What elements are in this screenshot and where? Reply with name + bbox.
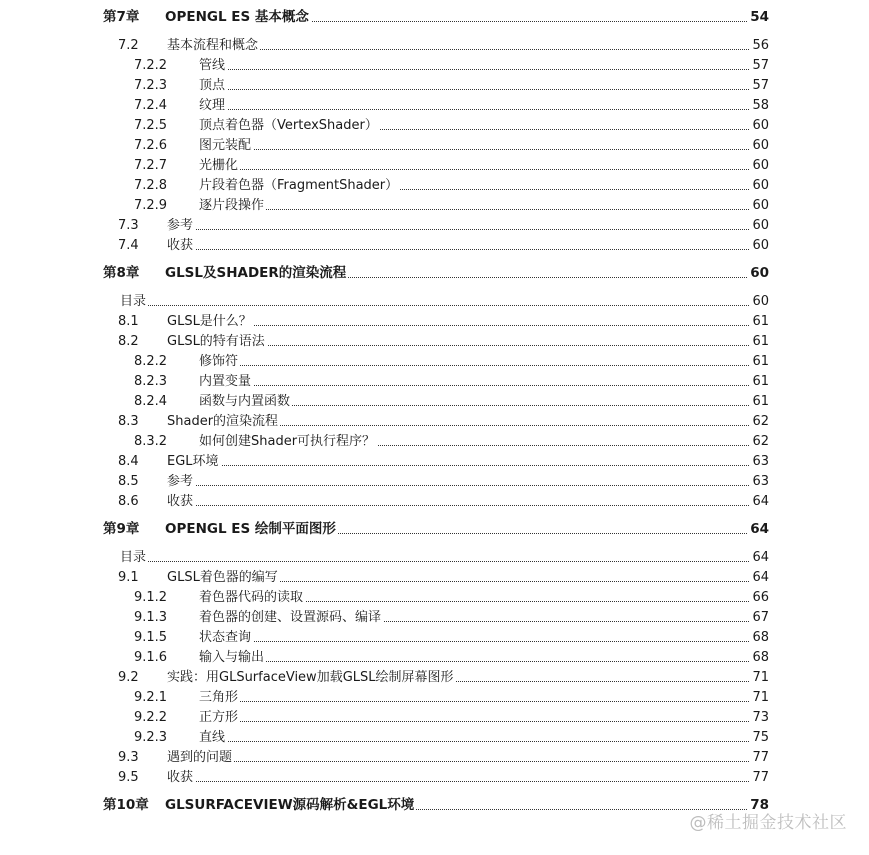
toc-entry-row[interactable] bbox=[0, 628, 769, 648]
toc-entry-row[interactable] bbox=[0, 292, 769, 312]
toc-page-number: 60 bbox=[752, 158, 769, 173]
toc-dot-leader bbox=[167, 781, 755, 782]
toc-entry-number: 7.4 bbox=[118, 238, 139, 253]
toc-entry-title: 顶点 bbox=[199, 74, 227, 93]
toc-page-number: 61 bbox=[752, 374, 769, 389]
toc-entry-number: 7.3 bbox=[118, 218, 139, 233]
toc-entry-number: 9.1.5 bbox=[134, 630, 168, 645]
toc-page-number: 78 bbox=[750, 797, 769, 813]
toc-entry-number: 第9章 bbox=[103, 521, 140, 537]
toc-entry-title: 片段着色器（FragmentShader） bbox=[199, 174, 400, 193]
toc-entry-number: 8.5 bbox=[118, 474, 139, 489]
toc-entry-row[interactable] bbox=[0, 728, 769, 748]
toc-page-number: 73 bbox=[752, 710, 769, 725]
toc-page-number: 64 bbox=[752, 550, 769, 565]
toc-dot-leader bbox=[199, 741, 755, 742]
toc-dot-leader bbox=[167, 485, 755, 486]
toc-entry-row[interactable] bbox=[0, 372, 769, 392]
toc-dot-leader bbox=[120, 305, 755, 306]
toc-entry-number: 7.2.6 bbox=[134, 138, 168, 153]
toc-entry-title: 顶点着色器（VertexShader） bbox=[199, 114, 380, 133]
toc-dot-leader bbox=[199, 641, 755, 642]
toc-entry-row[interactable] bbox=[0, 332, 769, 352]
toc-entry-title: 图元装配 bbox=[199, 134, 253, 153]
toc-page-number: 71 bbox=[752, 690, 769, 705]
toc-dot-leader bbox=[199, 365, 755, 366]
toc-entry-title: GLSL的特有语法 bbox=[167, 330, 267, 349]
toc-entry-title: 纹理 bbox=[199, 94, 227, 113]
toc-page-number: 56 bbox=[752, 38, 769, 53]
toc-page-number: 71 bbox=[752, 670, 769, 685]
toc-entry-number: 9.1.6 bbox=[134, 650, 168, 665]
toc-entry-number: 8.2.2 bbox=[134, 354, 168, 369]
toc-entry-row[interactable] bbox=[0, 136, 769, 156]
toc-entry-title: OPENGL ES 绘制平面图形 bbox=[165, 517, 338, 537]
toc-entry-row[interactable] bbox=[0, 352, 769, 372]
toc-entry-number: 9.2.1 bbox=[134, 690, 168, 705]
toc-dot-leader bbox=[167, 249, 755, 250]
toc-entry-title: 收获 bbox=[167, 234, 195, 253]
toc-entry-title: 着色器代码的读取 bbox=[199, 586, 305, 605]
toc-entry-row[interactable] bbox=[0, 392, 769, 412]
toc-dot-leader bbox=[167, 465, 755, 466]
toc-page-number: 57 bbox=[752, 58, 769, 73]
toc-page-number: 60 bbox=[752, 294, 769, 309]
toc-entry-title: Shader的渲染流程 bbox=[167, 410, 280, 429]
toc-chapter-row[interactable] bbox=[0, 8, 769, 28]
toc-entry-row[interactable] bbox=[0, 116, 769, 136]
toc-entry-title: 基本流程和概念 bbox=[167, 34, 260, 53]
toc-entry-number: 8.2 bbox=[118, 334, 139, 349]
toc-page-number: 60 bbox=[752, 198, 769, 213]
toc-entry-number: 第7章 bbox=[103, 9, 140, 25]
toc-entry-title: GLSL及SHADER的渲染流程 bbox=[165, 261, 348, 281]
toc-entry-number: 8.1 bbox=[118, 314, 139, 329]
toc-entry-title: 目录 bbox=[120, 290, 148, 309]
toc-page-number: 68 bbox=[752, 630, 769, 645]
toc-page-number: 63 bbox=[752, 454, 769, 469]
toc-page-number: 62 bbox=[752, 414, 769, 429]
toc-dot-leader bbox=[199, 169, 755, 170]
toc-entry-row[interactable] bbox=[0, 492, 769, 512]
toc-entry-row[interactable] bbox=[0, 196, 769, 216]
toc-entry-row[interactable] bbox=[0, 688, 769, 708]
toc-entry-row[interactable] bbox=[0, 36, 769, 56]
toc-dot-leader bbox=[199, 721, 755, 722]
toc-entry-row[interactable] bbox=[0, 608, 769, 628]
toc-entry-row[interactable] bbox=[0, 648, 769, 668]
toc-entry-number: 9.2.2 bbox=[134, 710, 168, 725]
toc-page-number: 77 bbox=[752, 750, 769, 765]
toc-entry-row[interactable] bbox=[0, 472, 769, 492]
toc-entry-number: 7.2.7 bbox=[134, 158, 168, 173]
toc-page-number: 64 bbox=[750, 521, 769, 537]
toc-entry-number: 9.2 bbox=[118, 670, 139, 685]
toc-dot-leader bbox=[199, 149, 755, 150]
toc-entry-row[interactable] bbox=[0, 176, 769, 196]
toc-dot-leader bbox=[167, 229, 755, 230]
toc-entry-number: 第8章 bbox=[103, 265, 140, 281]
toc-entry-title: 光栅化 bbox=[199, 154, 240, 173]
toc-entry-row[interactable] bbox=[0, 76, 769, 96]
toc-entry-number: 7.2.2 bbox=[134, 58, 168, 73]
toc-entry-number: 8.4 bbox=[118, 454, 139, 469]
toc-page-number: 58 bbox=[752, 98, 769, 113]
toc-entry-title: 遇到的问题 bbox=[167, 746, 234, 765]
toc-dot-leader bbox=[199, 701, 755, 702]
toc-page-number: 61 bbox=[752, 314, 769, 329]
toc-entry-row[interactable] bbox=[0, 96, 769, 116]
toc-entry-number: 9.1.3 bbox=[134, 610, 168, 625]
watermark: @稀土掘金技术社区 bbox=[689, 813, 847, 833]
toc-entry-number: 9.5 bbox=[118, 770, 139, 785]
toc-page-number: 66 bbox=[752, 590, 769, 605]
toc-entry-title: 修饰符 bbox=[199, 350, 240, 369]
toc-entry-title: GLSL是什么？ bbox=[167, 310, 254, 329]
toc-entry-row[interactable] bbox=[0, 156, 769, 176]
toc-dot-leader bbox=[199, 661, 755, 662]
toc-entry-number: 9.1.2 bbox=[134, 590, 168, 605]
toc-dot-leader bbox=[167, 505, 755, 506]
toc-entry-row[interactable] bbox=[0, 312, 769, 332]
toc-entry-row[interactable] bbox=[0, 216, 769, 236]
toc-page-number: 60 bbox=[752, 238, 769, 253]
toc-page-number: 62 bbox=[752, 434, 769, 449]
toc-entry-title: 收获 bbox=[167, 490, 195, 509]
toc-chapter-row[interactable] bbox=[0, 264, 769, 284]
toc-entry-row[interactable] bbox=[0, 452, 769, 472]
toc-page-number: 60 bbox=[750, 265, 769, 281]
toc-entry-title: 状态查询 bbox=[199, 626, 253, 645]
toc-entry-title: 实践：用GLSurfaceView加载GLSL绘制屏幕图形 bbox=[167, 666, 456, 685]
toc-entry-title: GLSL着色器的编写 bbox=[167, 566, 280, 585]
toc-entry-title: 三角形 bbox=[199, 686, 240, 705]
toc-page-number: 61 bbox=[752, 354, 769, 369]
toc-entry-row[interactable] bbox=[0, 588, 769, 608]
toc-entry-title: 管线 bbox=[199, 54, 227, 73]
toc-entry-row[interactable] bbox=[0, 708, 769, 728]
toc-entry-title: 直线 bbox=[199, 726, 227, 745]
toc-dot-leader bbox=[167, 761, 755, 762]
toc-page-number: 77 bbox=[752, 770, 769, 785]
toc-entry-row[interactable] bbox=[0, 236, 769, 256]
toc-page-number: 61 bbox=[752, 394, 769, 409]
toc-entry-number: 7.2.8 bbox=[134, 178, 168, 193]
toc-entry-title: 如何创建Shader可执行程序？ bbox=[199, 430, 377, 449]
toc-dot-leader bbox=[167, 325, 755, 326]
toc-entry-title: 目录 bbox=[120, 546, 148, 565]
toc-entry-title: OPENGL ES 基本概念 bbox=[165, 5, 311, 25]
toc-page-number: 61 bbox=[752, 334, 769, 349]
toc-entry-number: 7.2.9 bbox=[134, 198, 168, 213]
toc-entry-number: 8.2.3 bbox=[134, 374, 168, 389]
toc-entry-number: 8.3.2 bbox=[134, 434, 168, 449]
toc-entry-number: 7.2.5 bbox=[134, 118, 168, 133]
toc-entry-row[interactable] bbox=[0, 548, 769, 568]
toc-dot-leader bbox=[199, 109, 755, 110]
toc-entry-row[interactable] bbox=[0, 412, 769, 432]
toc-entry-number: 8.3 bbox=[118, 414, 139, 429]
toc-entry-title: 着色器的创建、设置源码、编译 bbox=[199, 606, 383, 625]
toc-entry-number: 9.1 bbox=[118, 570, 139, 585]
toc-dot-leader bbox=[199, 209, 755, 210]
toc-entry-title: 参考 bbox=[167, 470, 195, 489]
toc-dot-leader bbox=[199, 385, 755, 386]
toc-page-number: 60 bbox=[752, 118, 769, 133]
toc-entry-row[interactable] bbox=[0, 748, 769, 768]
toc-dot-leader bbox=[199, 69, 755, 70]
toc-entry-row[interactable] bbox=[0, 668, 769, 688]
toc-entry-row[interactable] bbox=[0, 768, 769, 788]
toc-page-number: 63 bbox=[752, 474, 769, 489]
toc-dot-leader bbox=[199, 89, 755, 90]
toc-entry-number: 7.2 bbox=[118, 38, 139, 53]
toc-page-number: 60 bbox=[752, 138, 769, 153]
toc-entry-number: 第10章 bbox=[103, 797, 149, 813]
toc-entry-title: 收获 bbox=[167, 766, 195, 785]
toc-page-number: 64 bbox=[752, 494, 769, 509]
toc-entry-number: 8.2.4 bbox=[134, 394, 168, 409]
toc-page-number: 67 bbox=[752, 610, 769, 625]
toc-entry-number: 8.6 bbox=[118, 494, 139, 509]
toc-page-number: 68 bbox=[752, 650, 769, 665]
toc-entry-title: 函数与内置函数 bbox=[199, 390, 292, 409]
toc-entry-title: 参考 bbox=[167, 214, 195, 233]
toc-entry-title: 内置变量 bbox=[199, 370, 253, 389]
toc-entry-number: 7.2.3 bbox=[134, 78, 168, 93]
toc-page-number: 60 bbox=[752, 218, 769, 233]
toc-page-number: 57 bbox=[752, 78, 769, 93]
toc-page-number: 54 bbox=[750, 9, 769, 25]
toc-entry-row[interactable] bbox=[0, 568, 769, 588]
toc-entry-title: EGL环境 bbox=[167, 450, 221, 469]
toc-dot-leader bbox=[120, 561, 755, 562]
toc-entry-number: 9.3 bbox=[118, 750, 139, 765]
toc-chapter-row[interactable] bbox=[0, 796, 769, 816]
toc-entry-row[interactable] bbox=[0, 56, 769, 76]
toc-entry-title: 逐片段操作 bbox=[199, 194, 266, 213]
toc-entry-row[interactable] bbox=[0, 432, 769, 452]
toc-page-number: 64 bbox=[752, 570, 769, 585]
toc-entry-title: GLSURFACEVIEW源码解析&EGL环境 bbox=[165, 793, 416, 813]
toc-entry-number: 7.2.4 bbox=[134, 98, 168, 113]
toc-entry-number: 9.2.3 bbox=[134, 730, 168, 745]
toc-entry-title: 正方形 bbox=[199, 706, 240, 725]
toc-entry-title: 输入与输出 bbox=[199, 646, 266, 665]
toc-page-number: 60 bbox=[752, 178, 769, 193]
toc-page-number: 75 bbox=[752, 730, 769, 745]
toc-chapter-row[interactable] bbox=[0, 520, 769, 540]
